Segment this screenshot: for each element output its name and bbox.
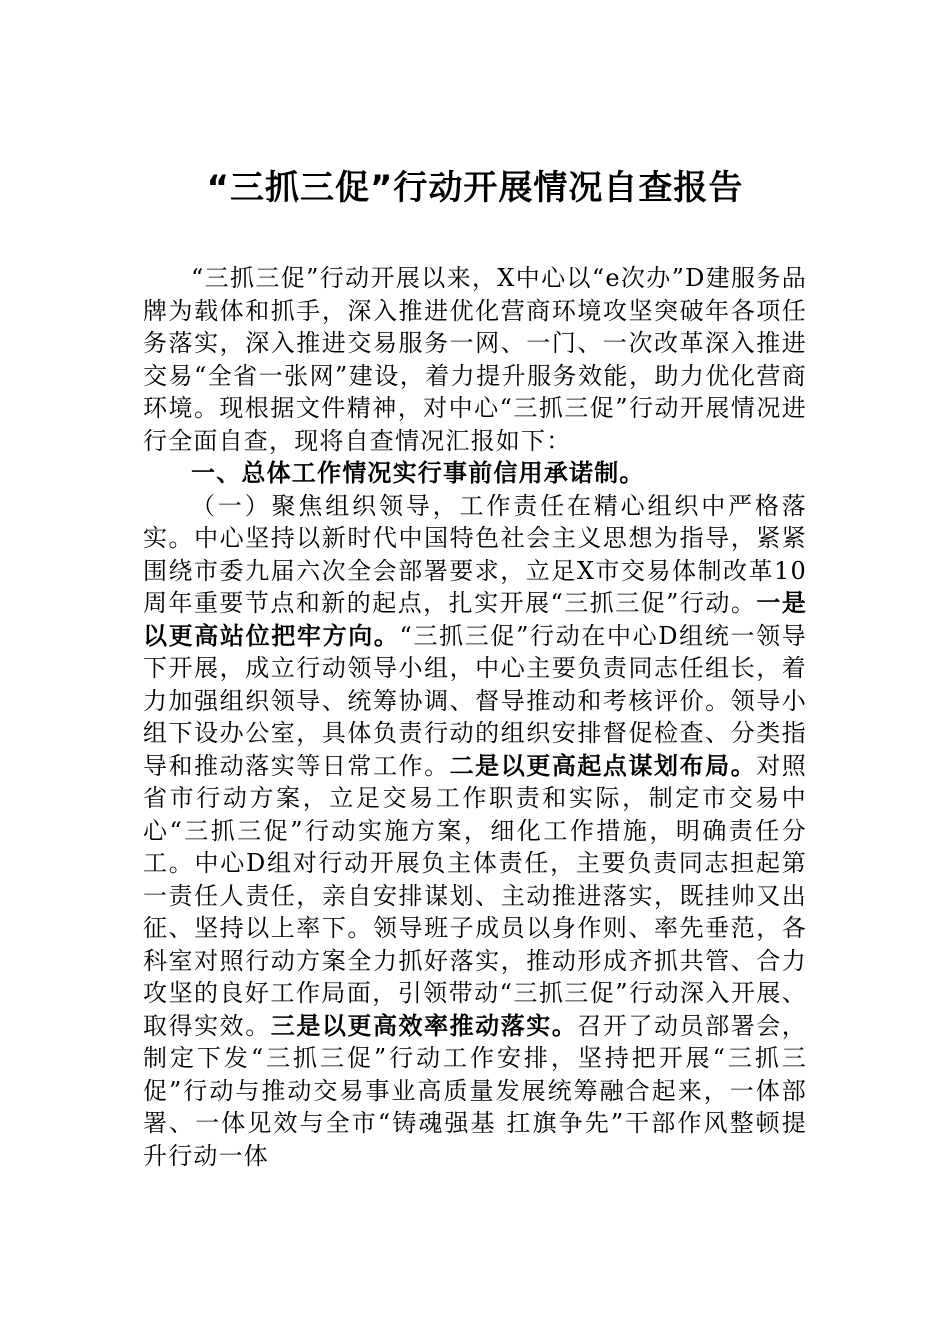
section-heading-1: 一、总体工作情况实行事前信用承诺制。 (191, 459, 645, 487)
document-title: “三抓三促”行动开展情况自查报告 (206, 168, 744, 208)
paragraph-1-text-2: “三抓三促”行动在中心D组统一领导下开展，成立行动领导小组，中心主要负责同志任组长，着力加强组织领导、统筹协调、督导推动和考核评价。领导小组下设办公室，具体负责行动的组织安排督促检查、分类指导和推动落实等日常工作。 (143, 621, 807, 780)
point-3-bold: 三是以更高效率推动落实。 (270, 1011, 578, 1040)
point-2-bold: 二是以更高起点谋划布局。 (449, 751, 757, 780)
paragraph-1-text-3: 对照省市行动方案，立足交易工作职责和实际，制定市交易中心“三抓三促”行动实施方案，细化工作措施，明确责任分工。中心D组对行动开展负主体责任，主要负责同志担起第一责任人责任，亲自安排谋划、主动推进落实，既挂帅又出征、坚持以上率下。领导班子成员以身作则、率先垂范，各科室对照行动方案全力抓好落实，推动形成齐抓共管、合力攻坚的良好工作局面，引领带动“三抓三促”行动深入开展、取得实效。 (143, 751, 808, 1040)
paragraph-1 (143, 490, 807, 1173)
document-body (143, 262, 807, 1172)
paragraph-1-text-1: （一）聚焦组织领导，工作责任在精心组织中严格落实。中心坚持以新时代中国特色社会主义思想为指导，紧紧围绕市委九届六次全会部署要求，立足X市交易体制改革10周年重要节点和新的起点，扎实开展“三抓三促”行动。 (143, 491, 807, 617)
paragraph-1-text-4: 召开了动员部署会，制定下发“三抓三促”行动工作安排，坚持把开展“三抓三促”行动与推动交易事业高质量发展统筹融合起来，一体部署、一体见效与全市“铸魂强基 扛旗争先”干部作风整顿提升行动一体 (143, 1011, 808, 1170)
intro-paragraph: “三抓三促”行动开展以来，X中心以“e次办”D建服务品牌为载体和抓手，深入推进优化营商环境攻坚突破年各项任务落实，深入推进交易服务一网、一门、一次改革深入推进交易“全省一张网”建设，着力提升服务效能，助力优化营商环境。现根据文件精神，对中心“三抓三促”行动开展情况进行全面自查，现将自查情况汇报如下： (143, 264, 807, 455)
point-1-bold: 一是以更高站位把牢方向。 (143, 589, 807, 650)
